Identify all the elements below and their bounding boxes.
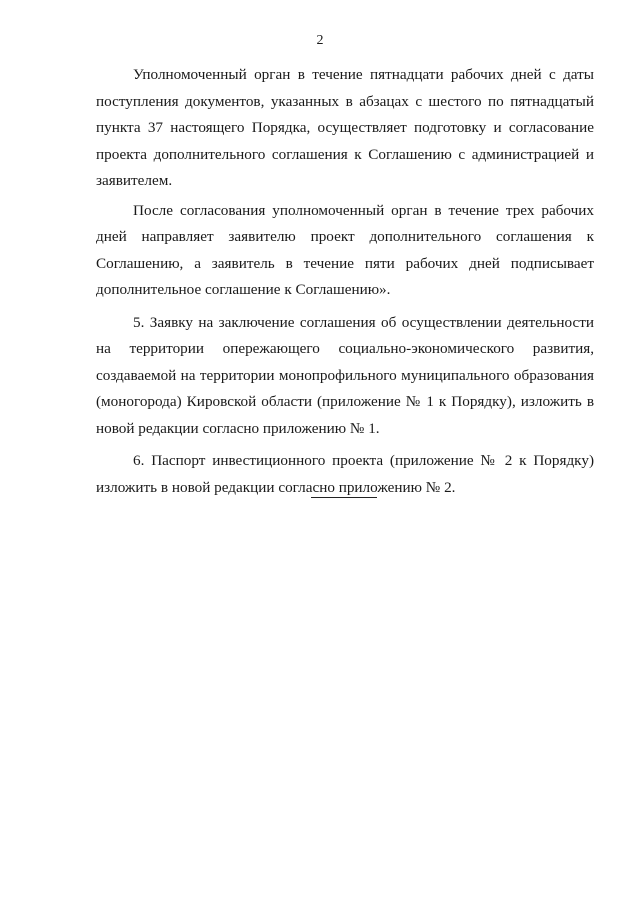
paragraph-item-6: 6. Паспорт инвестиционного проекта (приложение № 2 к Порядку) изложить в новой редакции согласно приложению № 2. xyxy=(96,452,594,496)
end-of-document-rule xyxy=(311,497,377,498)
paragraph-after-agreement: После согласования уполномоченный орган в течение трех рабочих дней направляет заявителю проект дополнительного соглашения к Соглашению, а заявитель в течение пяти рабочих дней подписывает дополнительное соглашение к Соглашению». xyxy=(96,201,594,298)
document-body xyxy=(96,62,594,501)
page-number: 2 xyxy=(316,33,324,48)
paragraph-item-5: 5. Заявку на заключение соглашения об осуществлении деятельности на территории опережающего социально-экономического развития, создаваемой на территории монопрофильного муниципального образования (моногорода) Кировской области (приложение № 1 к Порядку), изложить в новой редакции согласно приложению № 1. xyxy=(96,313,594,437)
paragraph-deadline-agreement: Уполномоченный орган в течение пятнадцати рабочих дней с даты поступления документов, указанных в абзацах с шестого по пятнадцатый пункта 37 настоящего Порядка, осуществляет подготовку и согласование проекта дополнительного соглашения к Соглашению с администрацией и заявителем. xyxy=(96,66,594,189)
